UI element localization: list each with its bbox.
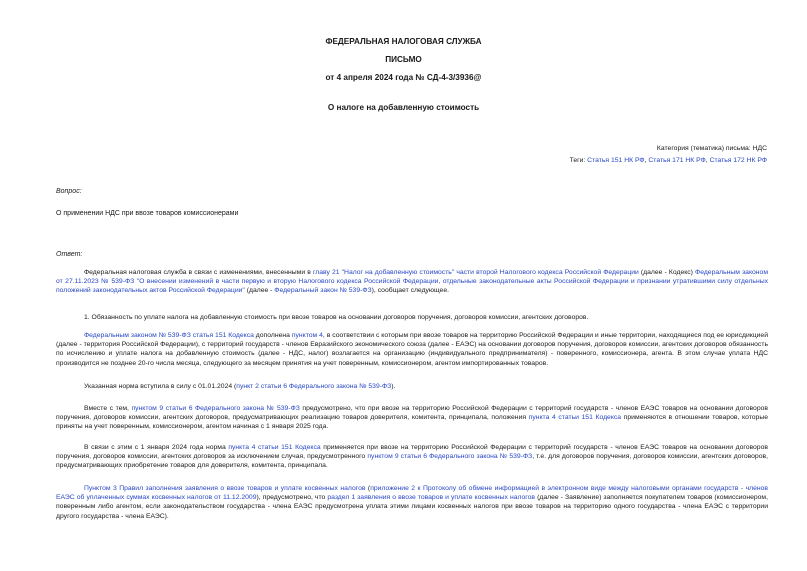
letter-category: Категория (тематика) письма: НДС — [656, 145, 767, 152]
link-protocol-appendix-2[interactable]: приложение 2 к Протоколу об обмене информацией в электронном виде между налоговыми органами государств - членов ЕАЭС об уплаченных суммах косвенных налогов от 11.12.2009 — [56, 485, 768, 502]
link-federal-law-539-short[interactable]: Федеральный закон № 539-ФЗ — [274, 287, 372, 295]
link-law-article-151[interactable]: Федеральным законом № 539-ФЗ статья 151 Кодекса — [84, 332, 254, 339]
answer-paragraph-4: Указанная норма вступила в силу с 01.01.2024 (пункт 2 статьи 6 Федерального закона № 539-ФЗ). — [84, 383, 396, 390]
document-date-number: от 4 апреля 2024 года № СД-4-3/3936@ — [325, 73, 482, 82]
link-point-4-article-151[interactable]: пункта 4 статьи 151 Кодекса — [228, 444, 321, 451]
tag-link-article-151[interactable]: Статья 151 НК РФ — [587, 157, 645, 164]
link-chapter-21[interactable]: главу 21 "Налог на добавленную стоимость" части второй Налогового кодекса Российской Федерации — [312, 269, 639, 276]
tag-link-article-172[interactable]: Статья 172 НК РФ — [709, 157, 767, 164]
link-application-section-1[interactable]: раздел 1 заявления о ввозе товаров и уплате косвенных налогов — [327, 494, 536, 502]
answer-paragraph-7: Пунктом 3 Правил заполнения заявления о ввозе товаров и уплате косвенных налогов (приложение 2 к Протоколу об обмене информацией в электронном виде между налоговыми органами государств - членов ЕАЭС об уплаченных суммах косвенных налогов от 11.12.2009), предусмотрено, что раздел 1 заявления о ввозе товаров и уплате косвенных налогов (далее - Заявление) заполняется покупателем товаров (комиссионером, поверенным либо агентом, если законодательством государства - члена ЕАЭС предусмотрена уплата этими лицами косвенных налогов при ввозе товаров на территорию одного государства - члена ЕАЭС с территории другого государства - члена ЕАЭС). — [56, 485, 768, 520]
answer-paragraph-3: Федеральным законом № 539-ФЗ статья 151 Кодекса дополнена пунктом 4, в соответствии с которым при ввозе товаров на территорию Российской Федерации и иные территории, находящиеся под ее юрисдикцией (далее - территория Российской Федерации), с территорий государств - членов Евразийского экономического союза (далее - ЕАЭС) на основании договоров поручения, договоров комиссии, агентских договоров обязанность по исчислению и уплате налога на добавленную стоимость (далее - НДС, налог) возлагается на организацию (индивидуального предпринимателя) - поверенного, комиссионера, агента. В этом случае уплата НДС производится не позднее 20-го числа месяца, следующего за месяцем принятия на учет поверенным, комиссионером, агентом импортированных товаров. — [56, 332, 768, 367]
tag-link-article-171[interactable]: Статья 171 НК РФ — [648, 157, 706, 164]
letter-tags — [570, 157, 767, 166]
agency-heading: ФЕДЕРАЛЬНАЯ НАЛОГОВАЯ СЛУЖБА — [325, 37, 482, 46]
link-point-4[interactable]: пунктом 4 — [291, 332, 323, 339]
tag-separator: , — [705, 157, 710, 164]
answer-paragraph-1: Федеральная налоговая служба в связи с изменениями, внесенными в главу 21 "Налог на добавленную стоимость" части второй Налогового кодекса Российской Федерации (далее - Кодекс) Федеральным законом от 27.11.2023 № 539-ФЗ "О внесении изменений в части первую и вторую Налогового кодекса Российской Федерации, отдельные законодательные акты Российской Федерации и признании утратившими силу отдельных положений законодательных актов Российской Федерации" (далее - Федеральный закон № 539-ФЗ), сообщает следующее. — [56, 269, 768, 295]
tags-label: Теги: — [569, 157, 588, 164]
answer-paragraph-6: В связи с этим с 1 января 2024 года норма пункта 4 статьи 151 Кодекса применяется при ввозе на территорию Российской Федерации с территорий государств - членов ЕАЭС товаров на основании договоров поручения, договоров комиссии, агентских договоров за исключением случая, предусмотренного пунктом 9 статьи 6 Федерального закона № 539-ФЗ, т.е. для договоров поручения, договоров комиссии, агентских договоров, предусматривающих приобретение товаров для доверителя, комитента, принципала. — [56, 444, 768, 470]
link-rules-point-3[interactable]: Пунктом 3 Правил заполнения заявления о ввозе товаров и уплате косвенных налогов — [84, 485, 366, 492]
link-point-9-article-6[interactable]: пунктом 9 статьи 6 Федерального закона № 539-ФЗ — [131, 405, 300, 412]
link-point-9-article-6[interactable]: пунктом 9 статьи 6 Федерального закона № 539-ФЗ — [367, 453, 533, 461]
link-point-4-article-151[interactable]: пункта 4 статьи 151 Кодекса — [528, 414, 622, 422]
document-type: ПИСЬМО — [385, 55, 422, 64]
link-federal-law-539[interactable]: Федеральным законом от 27.11.2023 № 539-ФЗ "О внесении изменений в части первую и вторую Налогового кодекса Российской Федерации, отдельные законодательные акты Российской Федерации и признании утратившими силу отдельных положений законодательных актов Российской Федерации" — [56, 269, 768, 295]
question-label: Вопрос: — [56, 188, 82, 195]
answer-paragraph-2: 1. Обязанность по уплате налога на добавленную стоимость при ввозе товаров на основании договоров поручения, договоров комиссии, агентских договоров. — [84, 314, 589, 321]
tag-separator: , — [644, 157, 649, 164]
answer-label: Ответ: — [56, 251, 83, 258]
answer-paragraph-5: Вместе с тем, пунктом 9 статьи 6 Федерального закона № 539-ФЗ предусмотрено, что при ввозе на территорию Российской Федерации с территорий государств - членов ЕАЭС товаров на основании договоров поручения, договоров комиссии, агентских договоров, предусматривающих реализацию товаров доверителя, комитента, принципала, положения пункта 4 статьи 151 Кодекса применяются в отношении товаров, которые приняты на учет поверенным, комиссионером, агентом начиная с 1 января 2025 года. — [56, 405, 768, 431]
link-point-2-article-6[interactable]: пункт 2 статьи 6 Федерального закона № 539-ФЗ — [236, 383, 392, 390]
document-subject: О налоге на добавленную стоимость — [327, 103, 480, 112]
question-text: О применении НДС при ввозе товаров комиссионерами — [56, 210, 239, 217]
